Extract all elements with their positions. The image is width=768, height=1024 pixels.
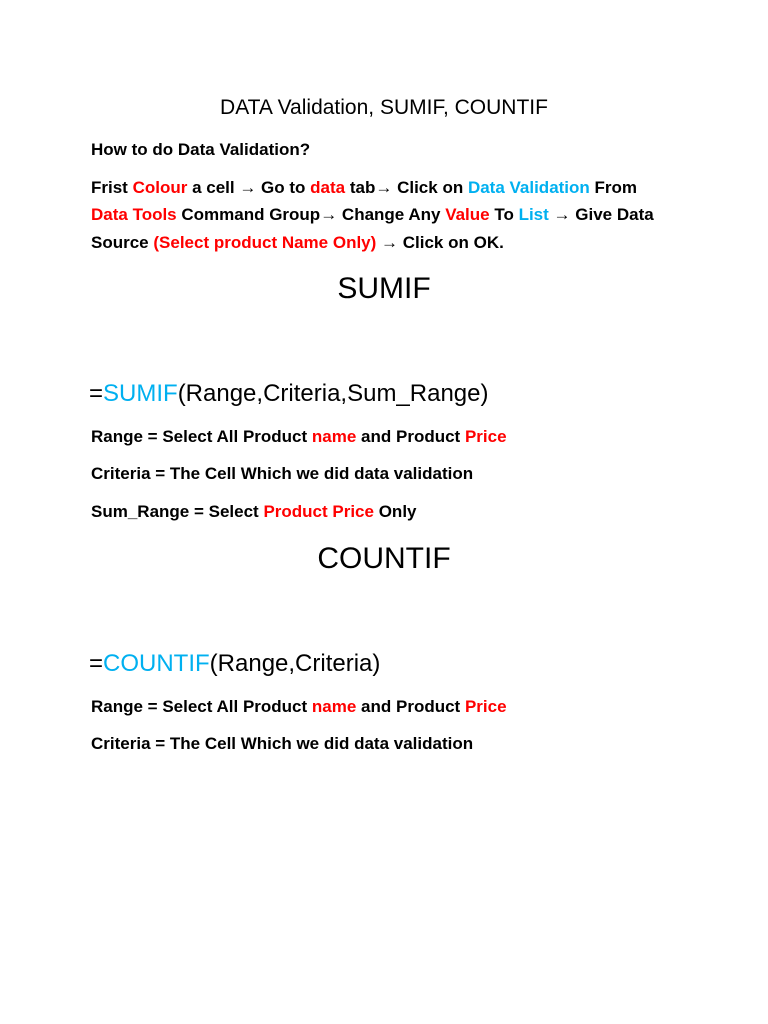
arrow-right-icon: → — [381, 233, 399, 252]
text: and Product — [356, 427, 465, 446]
function-args: (Range,Criteria,Sum_Range) — [177, 380, 489, 407]
instruction-line-3 — [91, 233, 504, 253]
arrow-right-icon: → — [553, 205, 571, 224]
keyword-colour: Colour — [132, 178, 188, 197]
text: Go to — [256, 178, 311, 197]
sumif-sum-range-line — [91, 502, 417, 522]
text: tab — [345, 178, 376, 197]
text: Frist — [91, 178, 133, 197]
sumif-criteria-line: Criteria = The Cell Which we did data validation — [91, 464, 474, 483]
countif-criteria-line: Criteria = The Cell Which we did data validation — [91, 734, 474, 753]
function-name: SUMIF — [103, 380, 178, 407]
text: Source — [91, 233, 154, 252]
document-title: DATA Validation, SUMIF, COUNTIF — [220, 96, 548, 119]
text: Range = Select All Product — [91, 427, 312, 446]
arrow-right-icon: → — [239, 178, 257, 197]
keyword-name: name — [311, 697, 357, 716]
howto-question: How to do Data Validation? — [91, 140, 311, 159]
sumif-formula — [89, 380, 489, 408]
keyword-product-price: Product Price — [263, 502, 374, 521]
sumif-range-line — [91, 427, 507, 447]
keyword-price: Price — [464, 697, 507, 716]
keyword-select-product-name: (Select product Name Only) — [153, 233, 377, 252]
text: Change Any — [337, 205, 446, 224]
function-name: COUNTIF — [103, 650, 210, 677]
keyword-price: Price — [464, 427, 507, 446]
countif-formula — [89, 650, 380, 678]
keyword-name: name — [311, 427, 357, 446]
text: and Product — [356, 697, 465, 716]
keyword-value: Value — [445, 205, 490, 224]
text: Click on — [392, 178, 468, 197]
instruction-line-2 — [91, 205, 654, 225]
keyword-data-validation: Data Validation — [467, 178, 590, 197]
keyword-data-tools: Data Tools — [91, 205, 177, 224]
function-args: (Range,Criteria) — [209, 650, 381, 677]
arrow-right-icon: → — [320, 205, 338, 224]
text: Only — [373, 502, 417, 521]
sumif-heading: SUMIF — [337, 272, 431, 305]
text: From — [589, 178, 638, 197]
text: Range = Select All Product — [91, 697, 312, 716]
text: Click on OK. — [398, 233, 504, 252]
countif-range-line — [91, 697, 507, 717]
text: Give Data — [570, 205, 654, 224]
text: Sum_Range = Select — [91, 502, 264, 521]
instruction-line-1 — [91, 178, 637, 198]
countif-heading: COUNTIF — [317, 542, 451, 575]
equals-sign: = — [89, 380, 104, 407]
arrow-right-icon: → — [375, 178, 393, 197]
keyword-data: data — [310, 178, 346, 197]
equals-sign: = — [89, 650, 104, 677]
text: Command Group — [176, 205, 321, 224]
text: To — [489, 205, 519, 224]
text: a cell — [187, 178, 240, 197]
keyword-list: List — [518, 205, 549, 224]
